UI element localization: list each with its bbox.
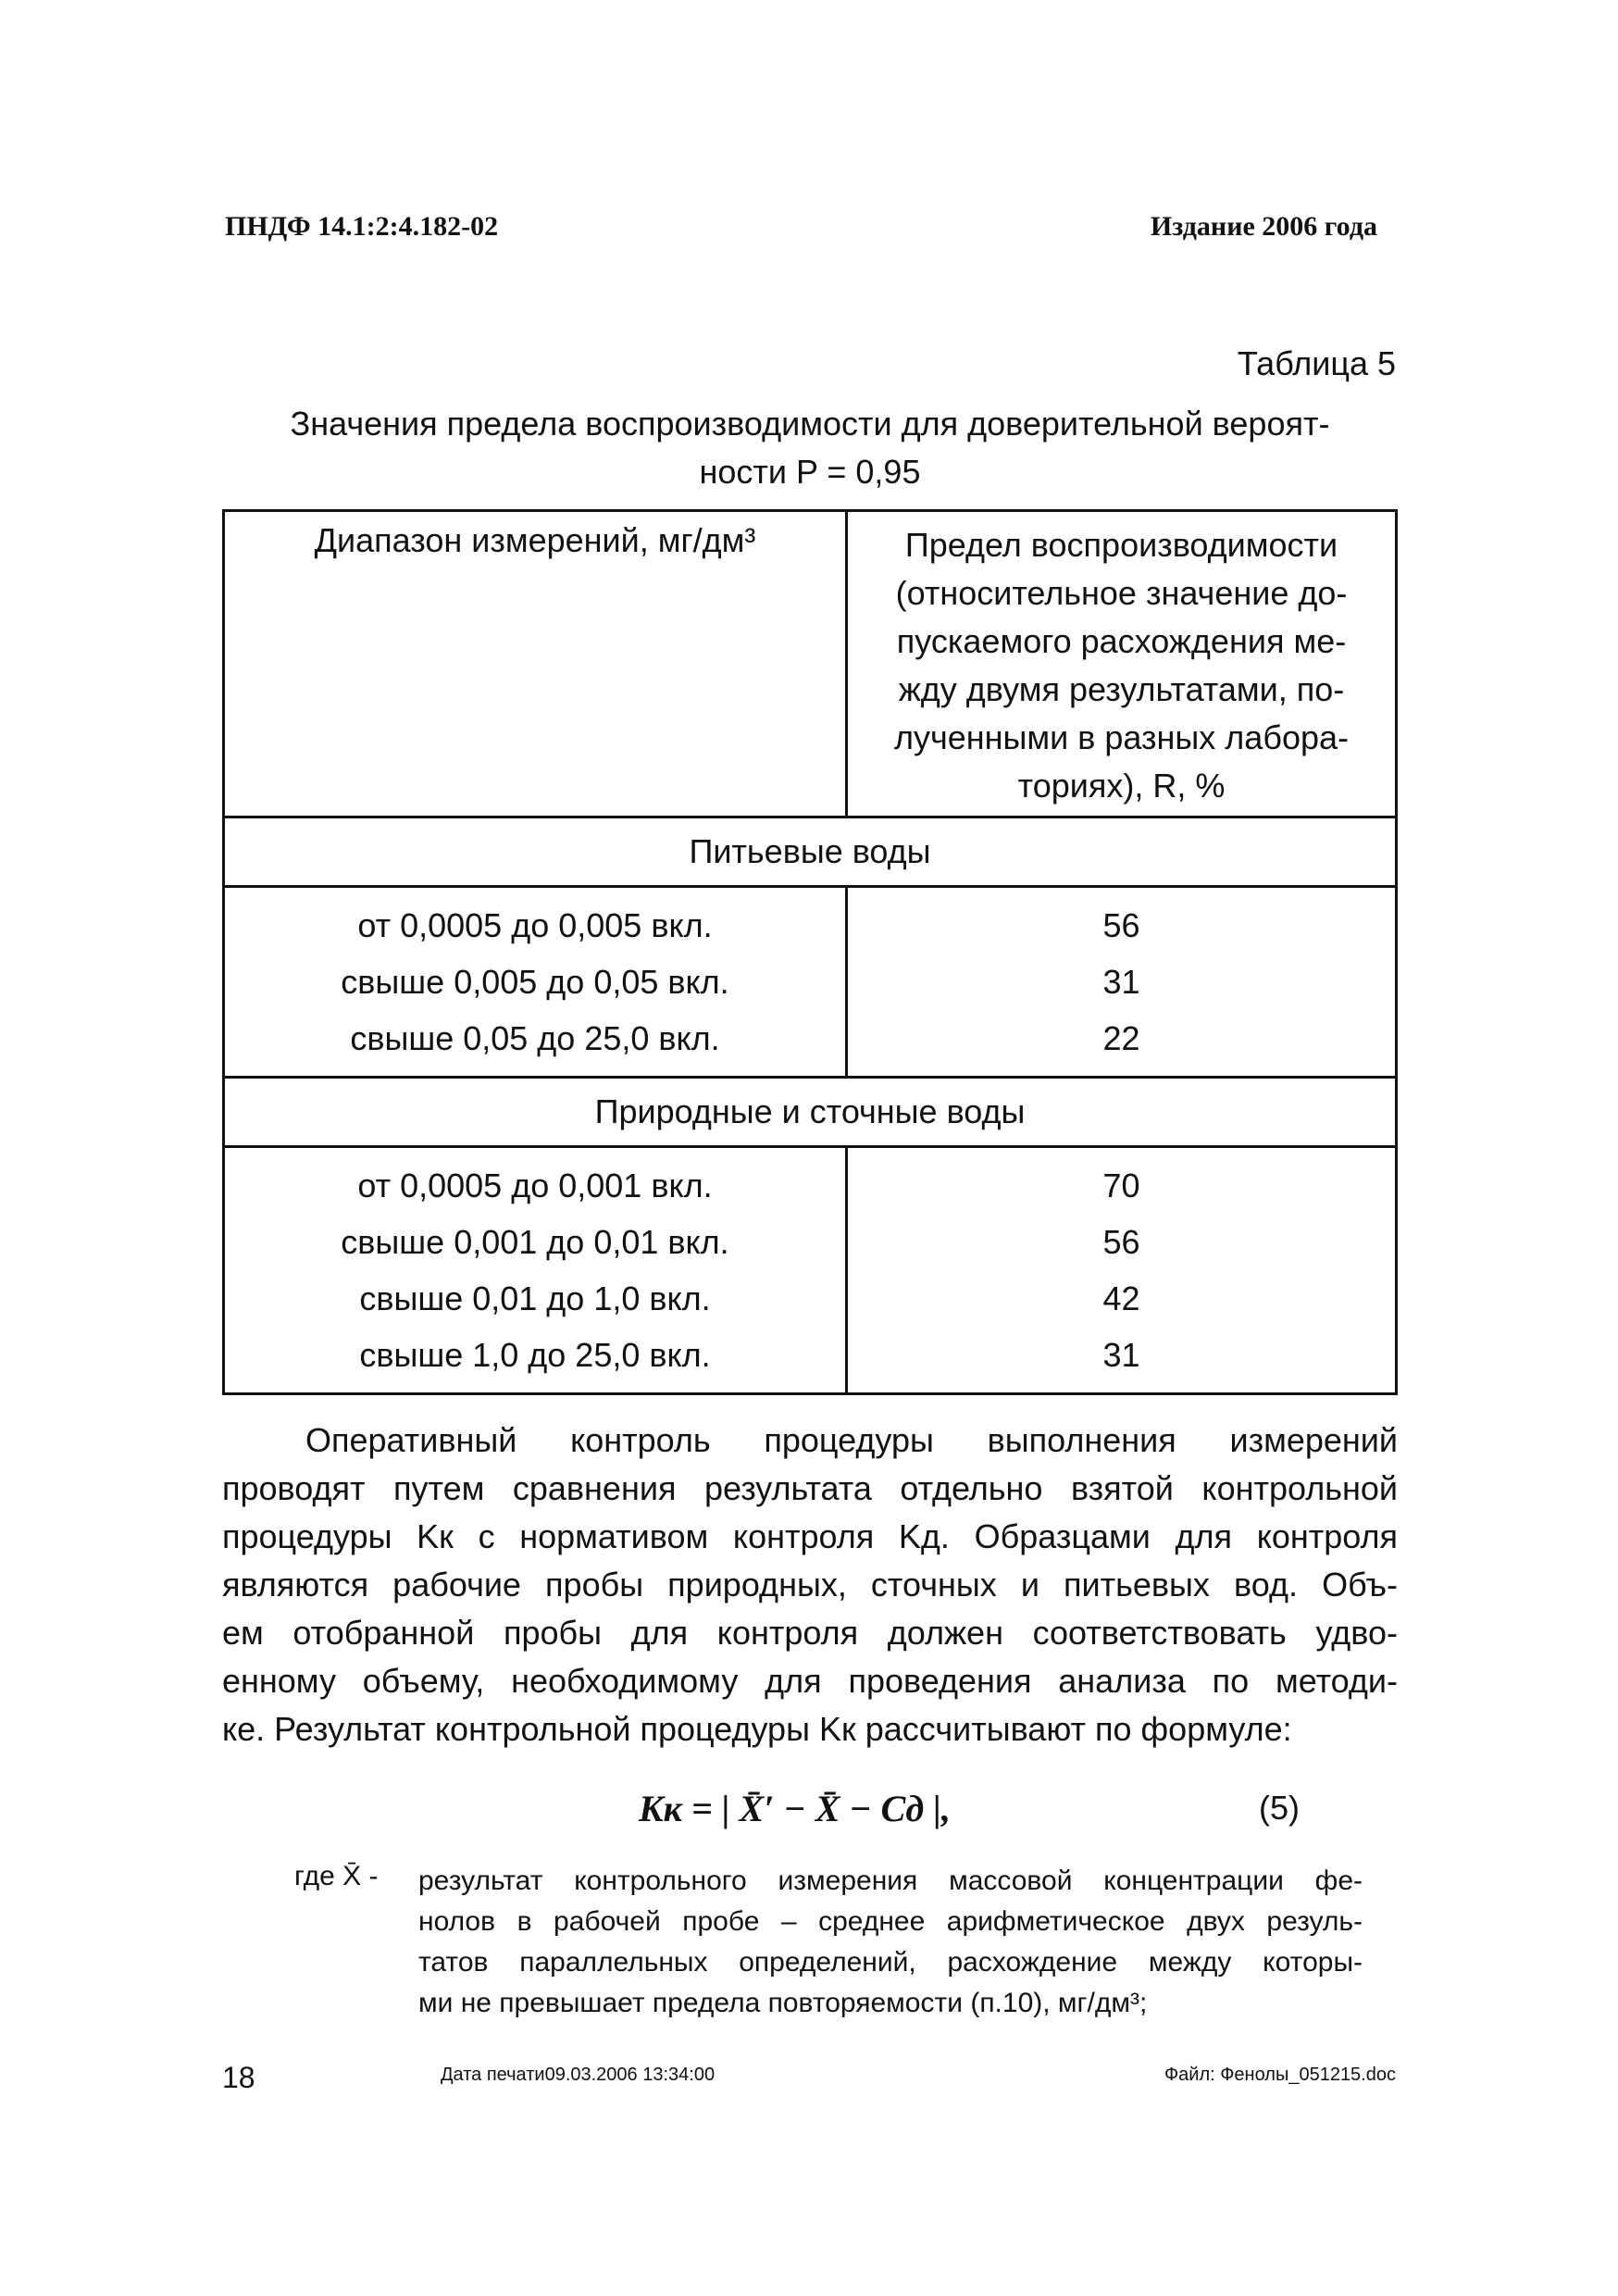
page-number: 18 <box>222 2061 255 2094</box>
formula-number: (5) <box>1259 1789 1300 1827</box>
range-value: свыше 1,0 до 25,0 вкл. <box>359 1336 711 1374</box>
paragraph-line: процедуры Kк с нормативом контроля Kд. Образцами для контроля <box>222 1517 1398 1555</box>
reproducibility-table <box>222 509 1398 1395</box>
header-line: пускаемого расхождения ме- <box>896 622 1347 660</box>
header-line: ториях), R, % <box>1017 767 1226 805</box>
table-number: Таблица 5 <box>1237 344 1396 382</box>
column-header-limit <box>847 511 1397 817</box>
limit-cell <box>847 887 1397 1078</box>
file-name: Файл: Фенолы_051215.doc <box>1164 2065 1396 2085</box>
table-caption <box>222 400 1398 496</box>
table-header-row <box>224 511 1397 817</box>
paragraph-line: ем отобранной пробы для контроля должен соответствовать удво- <box>222 1614 1398 1652</box>
range-value: свыше 0,005 до 0,05 вкл. <box>341 963 729 1001</box>
caption-line: ности P = 0,95 <box>699 453 921 491</box>
section-title-drinking-water: Питьевые воды <box>224 817 1397 887</box>
header-line: Предел воспроизводимости <box>904 526 1338 564</box>
document-id: ПНДФ 14.1:2:4.182-02 <box>225 211 499 242</box>
column-header-range: Диапазон измерений, мг/дм³ <box>224 511 847 817</box>
header-line: лученными в разных лабора- <box>893 718 1349 756</box>
range-value: от 0,0005 до 0,001 вкл. <box>357 1167 713 1204</box>
limit-value: 56 <box>1102 1223 1140 1261</box>
paragraph-line: являются рабочие пробы природных, сточных и питьевых вод. Объ- <box>222 1566 1398 1603</box>
range-value: от 0,0005 до 0,005 вкл. <box>357 906 713 944</box>
table-row <box>224 1147 1397 1394</box>
paragraph-line: проводят путем сравнения результата отдельно взятой контрольной <box>222 1469 1398 1507</box>
body-paragraph <box>222 1416 1398 1753</box>
limit-value: 22 <box>1102 1019 1140 1057</box>
paragraph-line: ке. Результат контрольной процедуры Kк рассчитывают по формуле: <box>222 1710 1292 1748</box>
definition-line: татов параллельных определений, расхождение между которы- <box>418 1947 1363 1978</box>
section-row <box>224 1078 1397 1147</box>
formula: Kк = | X̄′ − X̄ − Cд |, <box>639 1788 951 1829</box>
paragraph-line: Оперативный контроль процедуры выполнения измерений <box>305 1421 1398 1459</box>
paragraph-line: енному объему, необходимому для проведения анализа по методи- <box>222 1662 1398 1700</box>
range-value: свыше 0,01 до 1,0 вкл. <box>359 1279 711 1317</box>
edition-label: Издание 2006 года <box>1150 211 1377 242</box>
where-definition <box>418 1861 1363 2024</box>
definition-line: результат контрольного измерения массовой концентрации фе- <box>418 1866 1363 1896</box>
header-line: (относительное значение до- <box>895 574 1348 612</box>
limit-value: 42 <box>1102 1279 1140 1317</box>
caption-line: Значения предела воспроизводимости для доверительной вероят- <box>290 405 1330 443</box>
limit-cell <box>847 1147 1397 1394</box>
range-value: свыше 0,001 до 0,01 вкл. <box>341 1223 729 1261</box>
section-row <box>224 817 1397 887</box>
limit-value: 70 <box>1102 1167 1140 1204</box>
print-date: Дата печати09.03.2006 13:34:00 <box>441 2065 716 2085</box>
where-label: где X̄ - <box>294 1861 379 1891</box>
range-cell <box>224 887 847 1078</box>
table-row <box>224 887 1397 1078</box>
definition-line: ми не превышает предела повторяемости (п.10), мг/дм³; <box>418 1988 1148 2018</box>
section-title-natural-waste-water: Природные и сточные воды <box>224 1078 1397 1147</box>
definition-line: нолов в рабочей пробе – среднее арифметическое двух резуль- <box>418 1906 1363 1937</box>
range-cell <box>224 1147 847 1394</box>
limit-value: 31 <box>1102 1336 1140 1374</box>
header-line: жду двумя результатами, по- <box>898 670 1345 708</box>
range-value: свыше 0,05 до 25,0 вкл. <box>350 1019 720 1057</box>
limit-value: 56 <box>1102 906 1140 944</box>
limit-value: 31 <box>1102 963 1140 1001</box>
